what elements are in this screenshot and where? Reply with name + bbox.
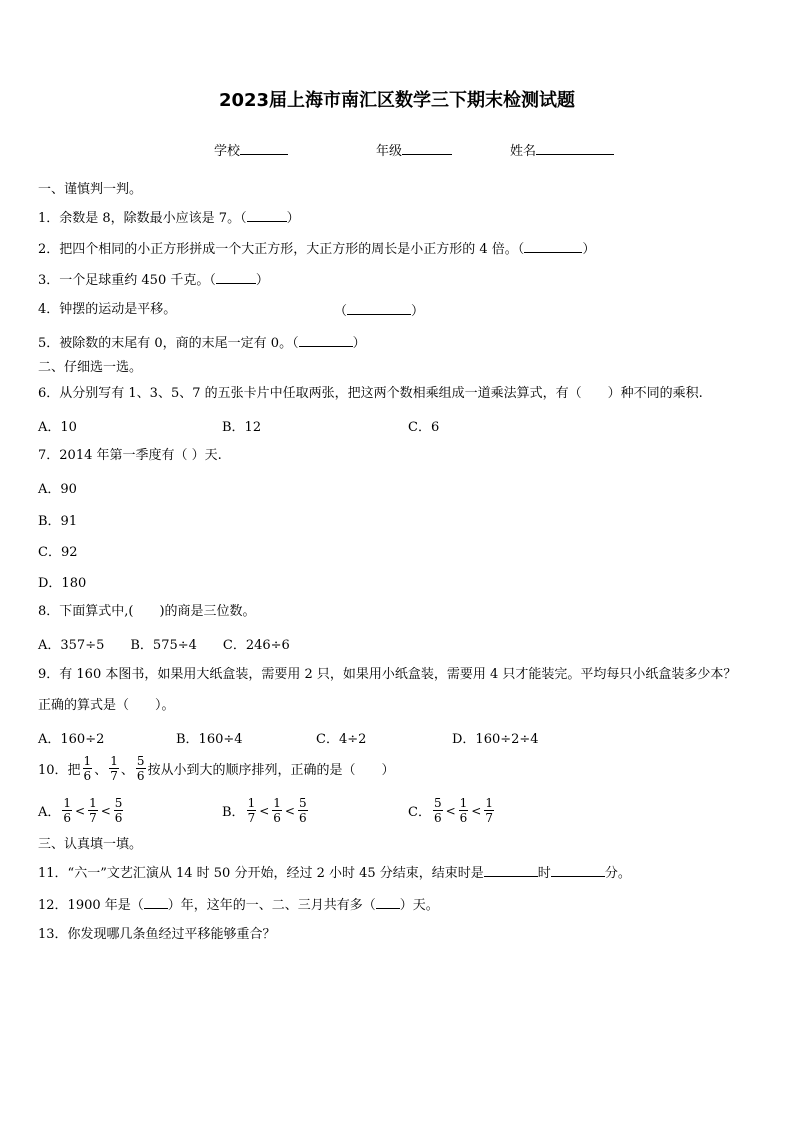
question-9-line2: 正确的算式是（ ）。	[38, 698, 175, 713]
question-3-text: 3．一个足球重约 450 千克。（	[38, 273, 216, 288]
fraction-1-6: $\frac{1}{6}$	[83, 754, 92, 783]
fraction-1-7: $\frac{1}{7}$	[247, 796, 256, 825]
question-12-text: 12．1900 年是（	[38, 898, 144, 913]
question-12: 12．1900 年是（ ）年，这年的一、二、三月共有多（ ）天。	[38, 895, 439, 915]
option-c[interactable]: C．6	[408, 420, 440, 435]
section-2-heading: 二、仔细选一选。	[38, 360, 143, 375]
fraction-1-6: $\frac{1}{6}$	[63, 796, 72, 825]
answer-blank-hours[interactable]	[484, 863, 538, 877]
question-10-text: 按从小到大的顺序排列，正确的是（ ）	[147, 763, 395, 778]
section-3-heading: 三、认真填一填。	[38, 837, 143, 852]
answer-blank[interactable]	[247, 208, 287, 222]
question-4-text: 4．钟摆的运动是平移。	[38, 302, 177, 317]
option-d[interactable]: D．160÷2÷4	[452, 732, 539, 747]
question-3	[38, 270, 269, 290]
question-2-close: ）	[582, 242, 596, 257]
name-field	[510, 140, 614, 159]
option-b[interactable]: B．160÷4	[176, 732, 243, 747]
question-2-text: 2．把四个相同的小正方形拼成一个大正方形，大正方形的周长是小正方形的 4 倍。（	[38, 242, 525, 257]
fraction-5-6: $\frac{5}{6}$	[433, 796, 442, 825]
question-13: 13．你发现哪几条鱼经过平移能够重合？	[38, 927, 276, 942]
answer-blank[interactable]	[299, 333, 353, 347]
question-8: 8．下面算式中,( )的商是三位数。	[38, 604, 256, 619]
question-5-close: ）	[352, 336, 366, 351]
fraction-1-7: $\frac{1}{7}$	[485, 796, 493, 825]
option-d[interactable]: D．180	[38, 576, 87, 591]
fraction-1-7: $\frac{1}{7}$	[89, 796, 97, 825]
option-a[interactable]: A． $\frac{1}{6}$ < $\frac{1}{7}$ < $\frac{5}{6}$	[38, 796, 123, 825]
question-4-open: （	[334, 304, 348, 319]
question-9: 9．有 160 本图书，如果用大纸盒装，需要用 2 只，如果用小纸盒装，需要用 4 只才能装完。平均每只小纸盒装多少本？	[38, 667, 737, 682]
option-b[interactable]: B．91	[38, 514, 78, 529]
fraction-5-6: $\frac{5}{6}$	[114, 796, 123, 825]
option-c[interactable]: C．4÷2	[316, 732, 367, 747]
option-b[interactable]: B．12	[222, 420, 262, 435]
fraction-5-6: $\frac{5}{6}$	[136, 754, 145, 783]
option-c[interactable]: C．92	[38, 545, 78, 560]
option-b[interactable]: B． $\frac{1}{7}$ < $\frac{1}{6}$ < $\frac{5}{6}$	[222, 796, 307, 825]
question-5	[38, 333, 366, 353]
option-a[interactable]: A．90	[38, 482, 77, 497]
question-11-text: 11．“六一”文艺汇演从 14 时 50 分开始，经过 2 小时 45 分结束，结束时是	[38, 866, 484, 881]
question-8-options[interactable]: A．357÷5 B．575÷4 C．246÷6	[38, 638, 290, 653]
question-5-text: 5．被除数的末尾有 0，商的末尾一定有 0。（	[38, 336, 299, 351]
fraction-1-6: $\frac{1}{6}$	[273, 796, 281, 825]
fraction-1-6: $\frac{1}{6}$	[459, 796, 468, 825]
question-10: 10．把 $\frac{1}{6}$ 、 $\frac{1}{7}$ 、 $\frac{5}{6}$ 按从小到大的顺序排列，正确的是（ ）	[38, 754, 395, 783]
fraction-1-7: $\frac{1}{7}$	[110, 754, 118, 783]
question-4-close: ）	[411, 304, 425, 319]
answer-blank-year-type[interactable]	[144, 895, 168, 909]
school-blank[interactable]	[240, 141, 288, 155]
question-1-text: 1．余数是 8，除数最小应该是 7。（	[38, 211, 247, 226]
answer-blank[interactable]	[347, 301, 411, 315]
answer-blank[interactable]	[216, 270, 256, 284]
grade-blank[interactable]	[402, 141, 452, 155]
question-7: 7．2014 年第一季度有（ ）天.	[38, 448, 222, 463]
question-10-prefix: 10．把	[38, 763, 81, 778]
question-11: 11．“六一”文艺汇演从 14 时 50 分开始，经过 2 小时 45 分结束，结束时是 时 分。	[38, 863, 631, 883]
option-a[interactable]: A．160÷2	[38, 732, 105, 747]
answer-blank-minutes[interactable]	[551, 863, 605, 877]
fraction-5-6: $\frac{5}{6}$	[298, 796, 307, 825]
question-3-close: ）	[255, 273, 269, 288]
page-title: 2023届上海市南汇区数学三下期末检测试题	[218, 90, 576, 111]
section-1-heading: 一、谨慎判一判。	[38, 182, 143, 197]
grade-field	[376, 140, 452, 159]
answer-blank-days[interactable]	[376, 895, 400, 909]
question-6: 6．从分别写有 1、3、5、7 的五张卡片中任取两张，把这两个数相乘组成一道乘法算式，有（ ）种不同的乘积.	[38, 386, 703, 401]
answer-blank[interactable]	[524, 239, 582, 253]
school-field	[214, 140, 288, 159]
option-c[interactable]: C． $\frac{5}{6}$ < $\frac{1}{6}$ < $\frac{1}{7}$	[408, 796, 493, 825]
name-label: 姓名	[510, 144, 537, 159]
option-a[interactable]: A．10	[38, 420, 77, 435]
question-1	[38, 208, 300, 228]
question-4-answer	[334, 301, 424, 321]
question-2	[38, 239, 595, 259]
grade-label: 年级	[376, 144, 403, 159]
question-1-close: ）	[286, 211, 300, 226]
name-blank[interactable]	[536, 141, 614, 155]
school-label: 学校	[214, 144, 241, 159]
question-4	[38, 301, 176, 319]
